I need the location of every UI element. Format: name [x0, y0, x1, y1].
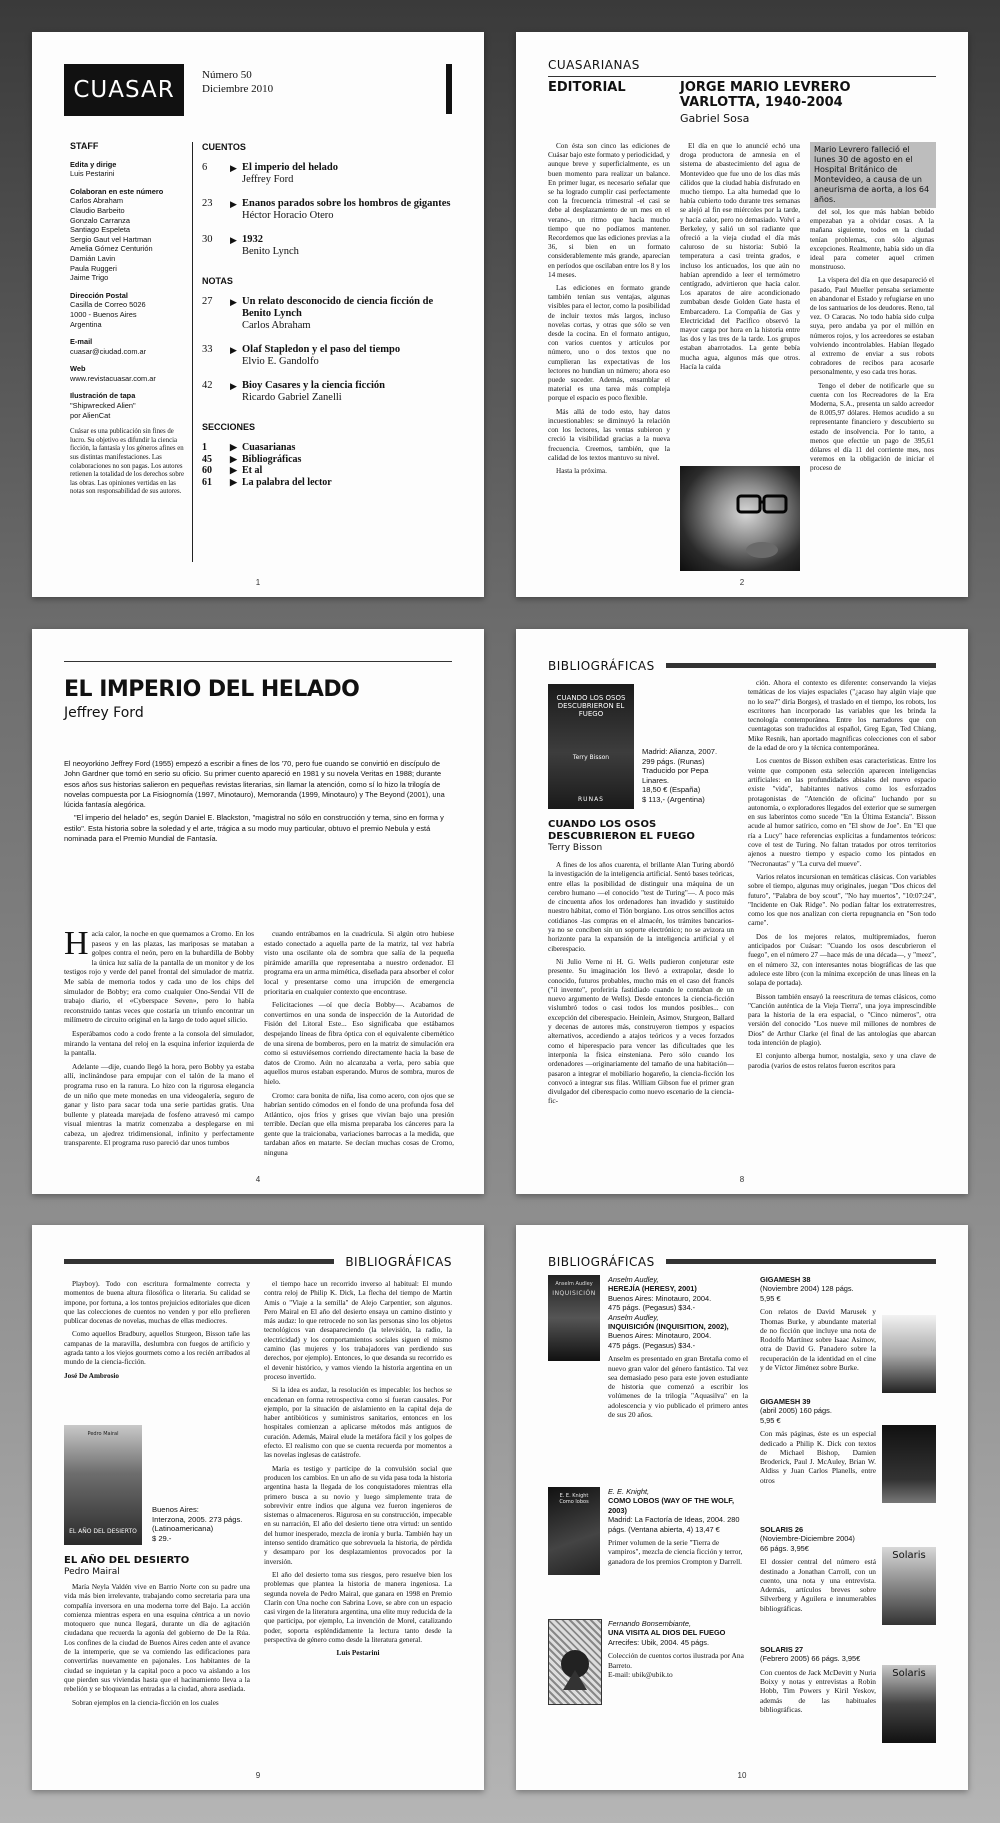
- cover-como-lobos: [548, 1487, 600, 1575]
- section-bar: [64, 1259, 334, 1264]
- obituary-text-col1: [680, 142, 800, 462]
- cover-gigamesh-38: [882, 1315, 936, 1393]
- toc-title: Olaf Stapledon y el paso del tiempo: [242, 344, 401, 355]
- arrow-icon: ▶: [230, 381, 237, 391]
- meta-line: Interzona, 2005. 273 págs.: [152, 1514, 243, 1524]
- paragraph: Con ésta son cinco las ediciones de Cuásar bajo este formato y periodicidad, y aunque breve y superficialmente, es un buen momento para realizar un balance. En primer lugar, es necesario señalar que se ha logrado cumplir casi perfectamente con la frecuencia trimestral -el casi se debe al desplazamiento de un mes en el verano-, un ritmo que hacía mucho tiempo que no podíamos mantener. Recordemos que las ediciones previas a la 36, si bien en un formato considerablemente más grande, aparecían en períodos que oscilaban entre los 8 y los 14 meses.: [548, 142, 670, 279]
- staff-label: Web: [70, 364, 86, 374]
- review-col1: [64, 1583, 250, 1765]
- cover-label-solaris: Solaris: [892, 1550, 926, 1561]
- paragraph: Ni Julio Verne ni H. G. Wells pudieron conjeturar este presente. Su imaginación los llevó a extrapolar, desde lo conocido, futuros probables, mucho más en el caso del francés ("il invente", proferiría fastidiado cuando le contaban de un nuevo argumento de Wells). Desde entonces la ciencia-ficción vislumbró todos o casi todos los mundos posibles... con excepción del ciberespacio. Heinlein, Asimov, Sturgeon, Ballard y decenas de autores más, construyeron tiempos y espacios alternativos, accediendo a atajos teóricos y a veces forzados como el hiperespacio para vencer las dificultades que les interponía la física einsteniana. Pero sólo cuando los ordenadores —originariamente del tamaño de una habitación— pasaron a integrar el mobiliario hogareño, la ciencia-ficción los convocó a integrar sus filas. William Gibson fue el primer gran divulgador del ciberespacio como nuevo escenario de la ciencia-fic-: [548, 957, 734, 1106]
- cover-label-author: Anselm Audley: [555, 1281, 593, 1287]
- paragraph: el tiempo hace un recorrido inverso al habitual: El mundo contra reloj de Philip K. Dick, La flecha del tiempo de Martin Amis o "Viaje a la semilla" de Alejo Carpentier, son algunos. Pero Mairal en El año del desierto ensaya un camino distinto y más audaz: lo que retrocede no son las personas sino los objetos tecnológicos van desapareciendo (la televisión, la radio, la electricidad) y los comportamientos sociales siguen el mismo camino (las mujeres y los trabajadores van perdiendo sus derechos, por ejemplo). Entonces, lo que desanda su recorrido es el devenir histórico, y vamos viendo la historia argentina en un proceso invertido.: [264, 1280, 452, 1381]
- entry-desc: Primer volumen de la serie "Tierra de vampiros", mezcla de ciencia ficción y terror, ganadora de los premios Crompton y Darrell.: [608, 1538, 743, 1566]
- section-page: 61: [202, 476, 212, 488]
- staff-line: Claudio Barbeito: [70, 205, 125, 215]
- magazine-meta: (Noviembre-Diciembre 2004): [760, 1534, 855, 1544]
- toc-page: 6: [202, 162, 208, 173]
- toc-author: Elvio E. Gandolfo: [242, 356, 319, 367]
- toc-author: Carlos Abraham: [242, 320, 311, 331]
- arrow-icon: ▶: [230, 235, 237, 245]
- magazine-meta: (abril 2005) 160 págs.: [760, 1406, 832, 1416]
- paragraph: Playboy). Todo con escritura formalmente correcta y momentos de buena altura filosófica o literaria. Su calidad se impone, por fortuna, a los tontos prejuicios editoriales que dicen que las colecciones de cuentos no venden y por ello prefieren publicar docenas de novelas, muchas de ellas mediocres.: [64, 1280, 250, 1326]
- staff-label: Ilustración de tapa: [70, 391, 136, 401]
- staff-line: Damián Lavin: [70, 253, 116, 263]
- page-number: 2: [739, 578, 745, 587]
- paragraph: ción. Ahora el contexto es diferente: conservando la viejas temáticas de los viajes espaciales ("¿acaso hay algún viaje que no lo sea?" diría Borges), el traslado en el tiempo, los robots, los escritores han incorporado las variables que les brinda la tecnología contemporánea. Entre los narradores que con cuentagotas son traducidos al español, Greg Egan, Ted Chiang, Mike Resnik, han aportado magníficas colecciones con el sabor de la edad de oro y la técnica contemporánea.: [748, 679, 936, 753]
- section-label: BIBLIOGRÁFICAS: [548, 1255, 655, 1269]
- paragraph: Adelante —dije, cuando llegó la hora, pero Bobby ya estaba allí, inclinándose para empujar con el talón de la mano el programa ruso en la ranura. Lo hizo con la rigurosa elegancia de un niño que mete monedas en una videogalería, seguro de ganar y listo para sacar toda una serie partidas gratis. Una bullente y plateada marejada de fosfeno atravesó mi campo visual mientras la matriz comenzaba a desplegarse en mi cabeza, un ajedrez tridimensional, infinito y perfectamente transparente. El programa ruso pareció dar unos tumbos: [64, 1061, 254, 1148]
- staff-line: Carlos Abraham: [70, 196, 123, 206]
- toc-text: [242, 198, 451, 222]
- staff-block: [70, 187, 188, 283]
- toc-title: El imperio del helado: [242, 162, 338, 173]
- paragraph: Si la idea es audaz, la resolución es impecable: los hechos se encadenan en forma retrospectiva como si fueran causales. Por ejemplo, por la situación de aislamiento en la capital deja de haber antibióticos y suministros sanitarios, entonces en los hospitales comienzan a aplicarse métodos más antiguos de curación. Además, Mairal elude la metáfora fácil y los golpes de efecto. El realismo con que se cuenta recuerda por momentos a las novelas inglesas de catástrofe.: [264, 1386, 452, 1460]
- staff-line: 1000 - Buenos Aires: [70, 309, 137, 319]
- book-author: Pedro Mairal: [64, 1567, 120, 1577]
- story-col2: [264, 929, 454, 1169]
- meta-line: 475 págs. (Pegasus) $34.-: [608, 1303, 696, 1313]
- section-page: 1: [202, 442, 207, 453]
- book-title: EL AÑO DEL DESIERTO: [64, 1555, 190, 1566]
- paragraph: El año del desierto toma sus riesgos, pero resuelve bien los problemas que plantea la historia de manera ingeniosa. La segunda novela de Pedro Mairal, que ganara en 1998 en Premio Clarín con Una noche con Sabrina Love, se abre con un espacio casi virgen de la literatura argentina, una elite muy reducida de la que participa, por ejemplo, La invención de Morel, catalizando poder, soporta espléndidamente la lectura tanto desde la perspectiva de género como desde la literatura general.: [264, 1570, 452, 1644]
- desc-line: E-mail: ubik@ubik.to: [608, 1669, 673, 1679]
- entry-title-2: INQUISICIÓN (INQUISITION, 2002),: [608, 1322, 729, 1332]
- staff-line: Argentina: [70, 319, 102, 329]
- staff-line: www.revistacuasar.com.ar: [70, 373, 156, 383]
- review-col2: [264, 1280, 452, 1766]
- staff-line: por AlienCat: [70, 410, 111, 420]
- section-bar: [666, 663, 936, 668]
- staff-label: Colaboran en este número: [70, 186, 164, 196]
- paragraph: del sol, los que más habían bebido empezaban ya a olvidar cosas. A la mañana siguiente, todos en la ciudad tenían problemas, con sólo algunas excepciones. Realmente, había sido un día ideal para cometer aquel crimen monstruoso.: [810, 208, 934, 272]
- section-title: Et al: [242, 465, 263, 476]
- magazine-entry: [760, 1275, 876, 1372]
- paragraph: Felicitaciones —oí que decía Bobby—. Acabamos de convertirnos en una sonda de inspección de la Autoridad de Fisión del Litoral Este... Eso significaba que estábamos despejando líneas de fibra óptica con el equivalente cibernético de una sirena de bomberos, pero en la matriz de simulación era como si estuviésemos corriendo directamente hacia la base de datos de Cromo. Aún no alcanzaba a verla, pero sabía que aquellos muros estaban esperando. Muros de sombra, muros de hielo.: [264, 1000, 454, 1086]
- review-end-col: [64, 1280, 250, 1415]
- entry-meta-2: [608, 1331, 748, 1350]
- entry-knight: [608, 1487, 748, 1566]
- top-rule: [64, 661, 452, 662]
- staff-line: "Shipwrecked Alien": [70, 401, 136, 411]
- cover-title: EL AÑO DEL DESIERTO: [69, 1528, 137, 1535]
- entry-title: COMO LOBOS (WAY OF THE WOLF, 2003): [608, 1496, 735, 1515]
- cover-label-knight: E. E. Knight: [559, 1493, 589, 1499]
- cover-title: CUANDO LOS OSOS DESCUBRIERON EL FUEGO: [556, 694, 626, 718]
- signature-1: José De Ambrosio: [64, 1371, 119, 1380]
- cover-visita-dios-fuego: [548, 1619, 602, 1705]
- secciones-heading: SECCIONES: [202, 422, 256, 432]
- obituary-author: Gabriel Sosa: [680, 112, 750, 125]
- section-title: Cuasarianas: [242, 442, 296, 453]
- page-2-editorial: [516, 32, 968, 597]
- staff-line: Santiago Espeleta: [70, 225, 130, 235]
- staff-block: [70, 364, 188, 383]
- staff-line: Paula Ruggeri: [70, 263, 117, 273]
- signature-2: Luis Pestarini: [336, 1649, 380, 1658]
- toc-entry: [202, 380, 462, 404]
- section-entry: [202, 454, 462, 466]
- paragraph: Bisson también ensayó la reescritura de temas clásicos, como "Canción auténtica de la Vieja Tierra", una joya imprescindible para la historia de la era espacial, o "Cinco números", otra versión del conocido "Los nueve mil millones de nombres de Dios" de Arthur Clarke (el final de las antologías que abarcan toda intención de plagio).: [748, 992, 936, 1047]
- entry-audley: [608, 1275, 748, 1419]
- magazine-title: SOLARIS 27: [760, 1645, 804, 1654]
- story-author: Jeffrey Ford: [64, 705, 144, 721]
- drop-cap: H: [64, 929, 89, 962]
- section-page: 45: [202, 453, 212, 465]
- paragraph: María Neyla Valdén vive en Barrio Norte con su padre una vida más bien irrelevante, trabajando como secretaria para una compañía inversora en una moderna torre del Bajo. La acción comienza mientras espera en una esquina céntrica a un novio motoquero que nunca llegará, durante un día de agitación ciudadana que recuerda la agonía del gobierno de De la Rúa. Los confines de la ciudad de Buenos Aires ceden ante el avance de la intemperie, que se va comiendo las edificaciones para convertirlas nuevamente en pajonales. Los habitantes de la ciudad se inquietan y la capital poco a poco va aislando a los que pierden sus viviendas hasta que el hacinamiento lleva a la rebelión y se bloquean las entradas a la ciudad, ahora asediada.: [64, 1583, 250, 1694]
- arrow-icon: ▶: [230, 199, 237, 209]
- meta-line: 299 págs. (Runas): [642, 756, 705, 766]
- toc-entry: [202, 162, 462, 186]
- paragraph: Hasta la próxima.: [556, 466, 607, 475]
- staff-heading: STAFF: [70, 141, 99, 151]
- meta-line: Buenos Aires:: [152, 1505, 199, 1514]
- notas-list: [202, 296, 462, 404]
- review-col2: [748, 679, 936, 1171]
- section-entry: [202, 477, 462, 489]
- toc-author: Héctor Horacio Otero: [242, 210, 334, 221]
- arrow-icon: ▶: [230, 453, 237, 464]
- toc-page: 42: [202, 380, 213, 391]
- staff-column: [70, 142, 188, 497]
- magazine-title: GIGAMESH 38: [760, 1275, 811, 1284]
- toc-entry: [202, 296, 462, 332]
- staff-list: [70, 160, 188, 421]
- issue-number: Número 50: [202, 69, 252, 81]
- toc-title: 1932: [242, 234, 263, 245]
- editorial-heading: EDITORIAL: [548, 80, 626, 95]
- staff-line: Sergio Gaut vel Hartman: [70, 234, 152, 244]
- page-number: 9: [255, 1771, 261, 1780]
- meta-line: Traducido por Pepa Linares.: [642, 766, 709, 785]
- cuentos-heading: CUENTOS: [202, 142, 246, 152]
- entry-author: Anselm Audley,: [608, 1275, 659, 1284]
- paragraph: Las ediciones en formato grande también tenían sus ventajas, algunas visibles para el lector, como la posibilidad de incluir textos más largos, incluso novelas cortas, y otras que sólo se ven desde la cocina. En el formato antiguo, con varios cuentos y artículos por número, uno o dos textos que no cumplieran las expectativas de los lectores no hundían un número; ahora eso puede suceder. Además, ensamblar el material es una tarea más compleja porque el espacio es poco flexible.: [548, 284, 670, 403]
- cuentos-list: [202, 162, 462, 258]
- section-rule: [548, 76, 936, 77]
- staff-block: [70, 291, 188, 329]
- section-title: Bibliográficas: [242, 453, 302, 465]
- section-page: 60: [202, 465, 212, 476]
- meta-line: Madrid: Alianza, 2007.: [642, 747, 718, 756]
- section-label: CUASARIANAS: [548, 58, 640, 72]
- book-cover: [64, 1425, 142, 1545]
- column-divider: [192, 142, 193, 562]
- cover-label-solaris: Solaris: [892, 1668, 926, 1679]
- staff-block: [70, 391, 188, 420]
- entry-author-2: Anselm Audley,: [608, 1312, 659, 1322]
- page-1-contents: [32, 32, 484, 597]
- story-intro: [64, 759, 454, 844]
- cover-solaris-26: [882, 1547, 936, 1625]
- staff-label: Edita y dirige: [70, 159, 117, 169]
- arrow-icon: ▶: [230, 297, 237, 307]
- editorial-text: [548, 142, 670, 572]
- book-meta: [152, 1505, 252, 1543]
- paragraph: cuando entrábamos en la cuadrícula. Si algún otro hubiese estado conectado a aquella parte de la matriz, tal vez habría visto una oscilante ola de sombra que salía de la pequeña pirámide amarilla que representaba a nuestro ordenador. El programa era un arma mimética, diseñada para absorber el color local y presentarse como una irrupción de emergencia prioritaria en cualquier contexto que encontrase.: [264, 929, 454, 996]
- page-8-bibliograficas: [516, 629, 968, 1194]
- cover-gigamesh-39: [882, 1425, 936, 1503]
- cover-label-title: INQUISICIÓN: [552, 1290, 596, 1297]
- obituary-text-col2: [810, 208, 934, 572]
- meta-line: 475 págs. (Pegasus) $34.-: [608, 1340, 696, 1350]
- magazine-desc: El dossier central del número está destinado a Jonathan Carroll, con un cuento, una nota y una entrevista. Además, artículos breves sobre Silverberg y Aguilera e innumerables bibliográficas.: [760, 1557, 876, 1613]
- magazine-desc: Con cuentos de Jack McDevitt y Nuria Boixy y notas y entrevistas a Robin Hobb, Tim Powers y Kiril Yeskov, además de las habituales bibliográficas.: [760, 1667, 876, 1714]
- staff-line: Luis Pestarini: [70, 169, 115, 179]
- magazine-desc: Con relatos de David Marusek y Thomas Burke, y abundante material de no ficción que incluye una nota de Rodolfo Martínez sobre Isaac Asimov, otra de David G. Panadero sobre la recuperación de la identidad en el cine y de Víctor Jiménez sobre Burke.: [760, 1307, 876, 1372]
- paragraph: Más allá de todo esto, hay datos incuestionables: se diminuyó la relación con los lectores, las ventas subieron y creció la visibilidad gracias a la nueva frecuencia. Creemos, también, que la calidad de los textos mantuvo su nivel.: [548, 407, 670, 462]
- entry-author: Fernando Bonsembiante,: [608, 1619, 691, 1628]
- magazine-entry: [760, 1525, 876, 1613]
- obituary-headline: JORGE MARIO LEVRERO VARLOTTA, 1940-2004: [680, 80, 851, 110]
- paragraph: La víspera del día en que desapareció el pasado, Paul Mueller pensaba seriamente en abandonar el Estado y refugiarse en uno de los santuarios de los deudores. Reno, tal vez. O Caracas. No todo había sido culpa suya, pero andaba ya por el millón en números rojos, y los acreedores se estaban volviendo incontrolables. Habían llegado al extremo de enviar a sus robots cobradores de recibos para acosarle personalmente, y eso cada tres horas.: [810, 276, 934, 377]
- paragraph: El día en que lo anuncié echó una droga productora de amnesia en el sistema de abastecimiento del agua de Montevideo que fue uno de los días más cálidos que la ciudad había disfrutado en mucho tiempo. La alta humedad que lo había cubierto todo durante tres semanas se alejó al fin ese miércoles por la tarde, y hacía calor, pero no demasiado. Volví a Berkeley, y salió un sol radiante que ofreció a la vieja ciudad el día más caluroso de su historia: Subió la temperatura a casi treinta grados, e incluso los anticuados, los que aún no habían aprendido a leer el termómetro centígrado, advirtieron que hacía calor. Los aparatos de aire acondicionado zumbaban desde Golden Gate hasta el Embarcadero. La Compañía de Gas y Electricidad del Pacífico observó la mayor carga por hora en la historia entre las dos y las tres de la tarde. Los grupos estaban abarrotados. La gente bebía mucha agua, algunos más que otros. Hacía la caída: [680, 142, 800, 371]
- contents-column: [202, 142, 462, 488]
- magazine-entry: [760, 1397, 876, 1485]
- staff-line: Jaime Trigo: [70, 273, 109, 283]
- paragraph: María es testigo y partícipe de la convulsión social que producen los cambios. En un año de su vida pasa toda la historia argentina hasta la llegada de los conquistadores mientras ella primero busca a su novio y luego simplemente trata de sobrevivir entre indios que alguna vez fueron ingenieros de sistemas o almaceneros. Rigurosa en su construcción, impecable en su narración, El año del desierto tiene otra virtud: un sentido del humor inesperado, mezcla de ironía y burla. También hay un intenso sentido dramático que sobrevuela la historia, de pérdida y desamparo por los desplazamientos provocados por la inversión.: [264, 1464, 452, 1566]
- section-entry: [202, 465, 462, 477]
- arrow-icon: ▶: [230, 345, 237, 355]
- book-meta: [642, 747, 732, 804]
- author-portrait: [680, 466, 800, 571]
- toc-author: Benito Lynch: [242, 246, 299, 257]
- paragraph: acía calor, la noche en que quemamos a Cromo. En los paseos y en las plazas, las mariposas se mataban a golpes contra el neón, pero en la buhardilla de Bobby la única luz salía de la pantalla de un monitor y de los testigos rojo y verde del panel frontal del simulador de matriz. Me sabía de memoria todos y cada uno de los chips del simulador de Bobby; era como cualquier Ono-Sendai VII de trabajo diario, el «Cyberspace Seven», pero lo había reconstruido tantas veces que costaría un triunfo encontrar un milímetro de circuito original en la largo de todo aquel silicio.: [64, 929, 254, 1025]
- story-title: EL IMPERIO DEL HELADO: [64, 677, 360, 702]
- meta-line: $ 113,- (Argentina): [642, 794, 705, 804]
- toc-title: Bioy Casares y la ciencia ficción: [242, 380, 385, 391]
- magazine-desc: Con más páginas, éste es un especial dedicado a Philip K. Dick con textos de Michael Bishop, Damien Broderick, Paul J. McAuley, Brian W. Aldiss y Juan Carlos Planells, entre otros: [760, 1429, 876, 1485]
- entry-meta: Arrecifes: Ubik, 2004. 45 págs.: [608, 1637, 710, 1647]
- toc-text: [242, 380, 385, 404]
- toc-text: [242, 344, 400, 368]
- staff-block: [70, 160, 188, 179]
- cover-label-lobos: Como lobos: [559, 1499, 589, 1505]
- staff-label: E-mail: [70, 337, 93, 347]
- header-bar: [446, 64, 452, 114]
- toc-page: 27: [202, 296, 213, 307]
- meta-line: (Latinoamericana): [152, 1524, 214, 1533]
- arrow-icon: ▶: [230, 163, 237, 173]
- entry-author: E. E. Knight,: [608, 1487, 650, 1496]
- story-col1: [64, 929, 254, 1169]
- meta-line: Buenos Aires: Minotauro, 2004.: [608, 1331, 712, 1341]
- toc-title: Un relato desconocido de ciencia ficción de Benito Lynch: [242, 296, 434, 319]
- toc-entry: [202, 198, 462, 222]
- section-bar: [666, 1259, 936, 1264]
- issue-date: Diciembre 2010: [202, 83, 274, 95]
- intro-paragraph-2: "El imperio del helado" es, según Daniel E. Blackston, "magistral no sólo en construcción y tema, sino en forma y estilo". Esta historia sobre la soledad y el arte, trágica a su modo muy particular, obtuvo el premio Nebula y está nominada para el Premio Mundial de Fantasía.: [64, 813, 444, 844]
- meta-line: Buenos Aires: Minotauro, 2004.: [608, 1293, 712, 1303]
- staff-line: Casilla de Correo 5026: [70, 300, 146, 310]
- page-10-bibliograficas: [516, 1225, 968, 1790]
- page-9-bibliograficas: [32, 1225, 484, 1790]
- staff-line: cuasar@ciudad.com.ar: [70, 346, 147, 356]
- entry-bonsembiante: [608, 1619, 748, 1679]
- death-callout: Mario Levrero falleció el lunes 30 de agosto en el Hospital Británico de Montevideo, a causa de un aneurisma de aorta, a los 64 años.: [810, 142, 936, 208]
- toc-entry: [202, 344, 462, 368]
- toc-entry: [202, 234, 462, 258]
- book-cover: [548, 684, 634, 809]
- staff-line: Amelia Gómez Centurión: [70, 244, 153, 254]
- section-entry: [202, 442, 462, 454]
- cover-author: Pedro Mairal: [87, 1431, 119, 1437]
- entry-meta: Madrid: La Factoría de Ideas, 2004. 280 págs. (Ventana abierta, 4) 13,47 €: [608, 1515, 740, 1534]
- paragraph: Tengo el deber de notificarle que su cuenta con los Recreadores de la Era Moderna, S.A., presenta un saldo acreedor de 8.005,97 dólares. Hemos acudido a su representante financiero y descubierto su estado de insolvencia. Por lo tanto, a menos que efectúe un pago de 395,61 dólares el día 11 del corriente mes, nos veremos en la obligación de iniciar el proceso de: [810, 381, 934, 473]
- arrow-icon: ▶: [230, 442, 237, 452]
- page-number: 8: [739, 1175, 745, 1184]
- paragraph: Sobran ejemplos en la ciencia-ficción en los cuales: [72, 1698, 219, 1707]
- meta-line: 18,50 € (España): [642, 785, 701, 794]
- magazine-title: GIGAMESH 39: [760, 1397, 811, 1406]
- review-col1: [548, 861, 734, 1171]
- cover-inquisicion: [548, 1275, 600, 1361]
- staff-label: Dirección Postal: [70, 290, 128, 300]
- magazine-meta: (Febrero 2005) 66 págs. 3,95€: [760, 1654, 861, 1664]
- toc-page: 30: [202, 234, 213, 245]
- arrow-icon: ▶: [230, 465, 237, 475]
- paragraph: A fines de los años cuarenta, el brillante Alan Turing abordó la investigación de la inteligencia artificial. Sentó bases teóricas, entre ellas la posibilidad de distinguir una máquina de un cerebro humano —el conocido "test de Turing"—. A poco más de cincuenta años los ordenadores han invadido y sustituido nuestro hábitat, como el Tión borgiano. Los otros sencillos actos cotidianos -las compras en el almacén, los trámites bancarios- ya no se conciben sin un soporte electrónico; no se avizora un horizonte para la expansión de la inteligencia artificial y el ciberespacio.: [548, 861, 734, 953]
- magazine-price: 5,95 €: [760, 1293, 781, 1303]
- cuasar-logo: CUASAR: [64, 64, 184, 116]
- toc-author: Jeffrey Ford: [242, 174, 294, 185]
- section-title: La palabra del lector: [242, 476, 332, 488]
- paragraph: Dos de los mejores relatos, multipremiados, fueron anticipados por Cuásar: "Cuando los osos descubrieron el fuego", en el número 27 —hace más de una década—, y "meez", en el número 32, con interesantes notas biográficas de las que adolece este libro (con la mínima excepción de unas líneas en la solapa de portada).: [748, 932, 936, 988]
- arrow-icon: ▶: [230, 476, 237, 487]
- section-label: BIBLIOGRÁFICAS: [345, 1255, 452, 1269]
- paragraph: Como aquellos Bradbury, aquellos Sturgeon, Bisson tañe las campanas de la maravilla, deslumbra con fuegos de artificio y agrada tanto a los viejos gourmets como a los recién arribados al mundo de la ciencia-ficción.: [64, 1330, 250, 1367]
- staff-block: [70, 337, 188, 356]
- toc-author: Ricardo Gabriel Zanelli: [242, 392, 342, 403]
- book-title: CUANDO LOS OSOS DESCUBRIERON EL FUEGO: [548, 819, 695, 842]
- toc-text: [242, 162, 338, 186]
- section-label: BIBLIOGRÁFICAS: [548, 659, 655, 673]
- toc-text: [242, 296, 462, 332]
- paragraph: Esperábamos codo a codo frente a la consola del simulador, mirando la ventana del reloj en la esquina inferior izquierda de la pantalla.: [64, 1028, 254, 1058]
- magazine-title: SOLARIS 26: [760, 1525, 804, 1534]
- paragraph: Cromo: cara bonita de niña, lisa como acero, con ojos que se habrían sentido cómodos en el fondo de una profunda fosa del Atlántico, ojos fríos y grises que vivían bajo una presión terrible. Decían que ella misma preparaba los cánceres para la gente que la traicionaba, variaciones barrocas a la medida, que tardaban años en matarte. Se decían muchas cosas de Cromo, ninguna: [264, 1090, 454, 1158]
- cover-author: Terry Bisson: [572, 753, 610, 761]
- toc-page: 23: [202, 198, 213, 209]
- intro-paragraph-1: El neoyorkino Jeffrey Ford (1955) empezó a escribir a fines de los '70, pero fue cuando se convirtió en discípulo de John Gardner que tomó en serio su oficio. Su primer cuento apareció en 1981 y su novela Veritas en 1988; durante esos años sus historias salieron en pequeñas revistas literarias, sin llamar la atención, como sí lo hizo la trilogía de novelas compuesta por La Fisiognomía (1997, Minotauro), Memoranda (1999, Minotauro) y The Beyond (2001), una lúcida fantasía alegórica.: [64, 759, 445, 810]
- page-4-story: [32, 629, 484, 1194]
- staff-line: Gonzalo Carranza: [70, 215, 130, 225]
- magazine-price: 5,95 €: [760, 1415, 781, 1425]
- notas-heading: NOTAS: [202, 276, 233, 286]
- illustration-icon: [549, 1620, 601, 1704]
- entry-desc: [608, 1651, 748, 1679]
- toc-title: Enanos parados sobre los hombros de gigantes: [242, 198, 451, 209]
- issue-info: [202, 68, 273, 96]
- toc-page: 33: [202, 344, 213, 355]
- secciones-list: [202, 442, 462, 488]
- meta-line: $ 29.-: [152, 1533, 172, 1543]
- page-number: 10: [737, 1771, 747, 1780]
- desc-line: Colección de cuentos cortos ilustrada por Ana Barreto.: [608, 1651, 744, 1670]
- portrait-glasses-icon: [680, 466, 800, 571]
- book-author: Terry Bisson: [548, 843, 603, 853]
- paragraph: Varios relatos incursionan en temáticas clásicas. Con variables sobre el tiempo, algunas muy originales, juegan "Dos chicos del futuro", "Palabra de boy scout", "No hay muertos", "10:07:24", "Incidente en Oak Ridge". No podían faltar los extraterrestres, como los que nos analizan con cierta repugnancia en "Son todo carne".: [748, 872, 936, 928]
- entry-meta: [608, 1294, 748, 1313]
- magazine-meta: 66 págs. 3,95€: [760, 1543, 809, 1553]
- paragraph: Los cuentos de Bisson exhiben esas características. Entre los veinte que componen esta selección aparecen inteligencias artificiales: en las profundidades abisales del nuevo espacio existe "vida", habitantes nativos como los esforzados protagonistas de "Atención de oficina" luchando por su autonomía, o exploradores llegados del exterior que se sumergen en sus laberintos como sucede "En la Última Estancia". Bisson acude al humor satírico, como en "El show de Joe". En "El que ría a Lucy" hace referencias explícitas a fundamentos teóricos: cove el test de Turing. No faltan tratados por otros territorios ajenos a nuestro tiempo y espacio como los pintados en "Necronautas" y "La curva del mueve".: [748, 757, 936, 868]
- cover-publisher: RUNAS: [578, 796, 604, 803]
- cover-solaris-27: [882, 1665, 936, 1743]
- toc-text: [242, 234, 299, 258]
- page-number: 1: [255, 578, 261, 587]
- page-number: 4: [255, 1175, 261, 1184]
- entry-desc: Anselm es presentado en gran Bretaña como el nuevo gran valor del género fantástico. Tal vez sea demasiado peso para este joven estudiante de historia que comenzó a escribir los volúmenes de la trilogía "Aquasilva" en la adolescencia y vio publicado el primero antes de sus 20 años.: [608, 1354, 748, 1420]
- entry-title: UNA VISITA AL DIOS DEL FUEGO: [608, 1628, 726, 1638]
- magazine-entry: [760, 1645, 876, 1714]
- entry-title: HEREJÍA (HERESY, 2001): [608, 1284, 697, 1294]
- disclaimer: Cuásar es una publicación sin fines de lucro. Su objetivo es difundir la ciencia ficción, la fantasía y los géneros afines en sus distintas manifestaciones. Las colaboraciones no son pagas. Los autores retienen la totalidad de los derechos sobre las obras. Las opiniones vertidas en las notas son responsabilidad de sus autores.: [70, 428, 184, 496]
- paragraph: El conjunto alberga humor, nostalgia, sexo y una clave de parodia (varios de estos relatos fueron escritos para: [748, 1052, 936, 1070]
- magazine-meta: (Noviembre 2004) 128 págs.: [760, 1284, 854, 1294]
